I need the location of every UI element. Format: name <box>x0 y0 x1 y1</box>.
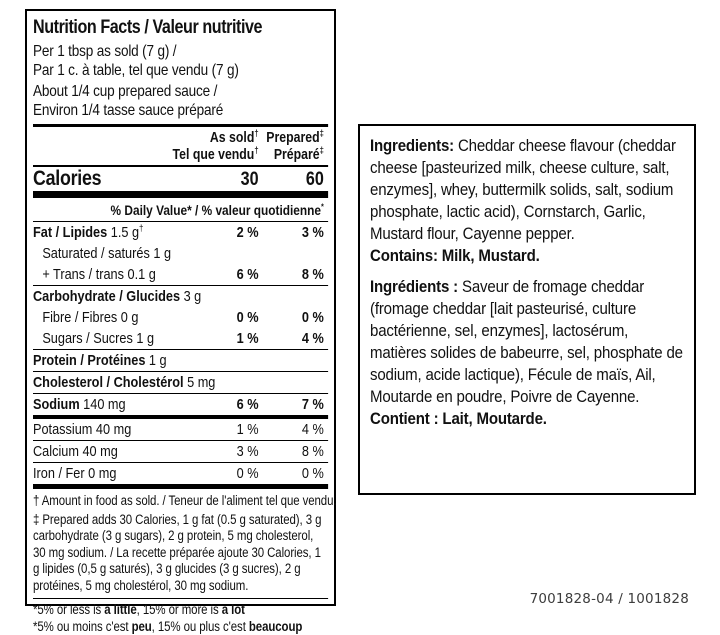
serving-size-line-en: Per 1 tbsp as sold (7 g) / <box>33 43 328 62</box>
double-dagger-symbol: ‡ <box>320 145 324 155</box>
dv-prepared: 8 % <box>259 266 324 283</box>
ingredients-lead-fr: Ingrédients : <box>370 277 458 296</box>
nutrient-amount: Sugars / Sucres 1 g <box>33 330 191 347</box>
dagger-symbol: † <box>254 145 258 155</box>
nutrient-name: Carbohydrate / Glucides <box>33 288 180 305</box>
nutrient-row-sugars <box>33 328 328 349</box>
nutrient-name: Sodium <box>33 396 80 413</box>
nutrient-amount: 140 mg <box>80 396 126 413</box>
as-sold-header-fr: Tel que vendu† <box>33 147 259 164</box>
nutrient-amount: Potassium 40 mg <box>33 421 191 438</box>
nutrient-row-sodium <box>33 394 328 415</box>
prepared-header-en: Prepared‡ <box>259 130 324 147</box>
product-code: 7001828-04 / 1001828 <box>530 591 689 607</box>
dv-as-sold: 1 % <box>191 421 259 438</box>
prepared-serving-line-en: About 1/4 cup prepared sauce / <box>33 83 328 102</box>
nutrient-row-carbohydrate <box>33 286 328 307</box>
nutrient-row-fat <box>33 222 328 243</box>
daily-value-note-en: *5% or less is a little, 15% or more is a lot <box>33 602 328 619</box>
dv-prepared: 4 % <box>259 330 324 347</box>
divider-thin <box>33 598 328 599</box>
dv-as-sold: 0 % <box>191 465 259 482</box>
as-sold-header-en: As sold† <box>33 130 259 147</box>
nutrient-row-protein <box>33 350 328 371</box>
dv-prepared: 3 % <box>259 224 324 241</box>
ingredients-paragraph-fr <box>370 276 685 430</box>
dagger-symbol: † <box>254 128 258 138</box>
dagger-symbol: † <box>139 223 143 233</box>
nutrient-row-iron <box>33 463 328 484</box>
footnote-dagger: † Amount in food as sold. / Teneur de l'aliment tel que vendu. <box>33 493 328 510</box>
ingredients-lead-en: Ingredients: <box>370 136 454 155</box>
divider-medium <box>33 124 328 127</box>
footnote-double-dagger: ‡ Prepared adds 30 Calories, 1 g fat (0.5 g saturated), 3 g carbohydrate (3 g sugars), 2 g protein, 5 mg cholesterol, 30 mg sodium. / La recette préparée ajoute 30 Calories, 1 g lipides (0,5 g saturés), 3 g glucides (3 g sucres), 2 g protéines, 5 mg cholestérol, 30 mg sodium. <box>33 512 328 595</box>
calories-as-sold-value: 30 <box>191 171 259 188</box>
double-dagger-symbol: ‡ <box>320 128 324 138</box>
nutrient-row-saturated <box>33 243 328 264</box>
dv-as-sold: 0 % <box>191 309 259 326</box>
nutrient-amount: + Trans / trans 0.1 g <box>33 266 191 283</box>
calories-row <box>33 167 328 191</box>
divider-thick <box>33 191 328 198</box>
daily-value-note-fr: *5% ou moins c'est peu, 15% ou plus c'est beaucoup <box>33 619 328 635</box>
serving-size-line-fr: Par 1 c. à table, tel que vendu (7 g) <box>33 62 328 81</box>
dv-prepared: 8 % <box>259 443 324 460</box>
ingredients-body-en: Cheddar cheese flavour (cheddar cheese [pasteurized milk, cheese culture, salt, enzymes], whey, buttermilk solids, salt, sodium phosphate, lactic acid), Cornstarch, Garlic, Mustard flour, Cayenne pepper. <box>370 136 676 243</box>
nutrition-facts-panel <box>25 9 336 606</box>
nutrient-amount: Calcium 40 mg <box>33 443 191 460</box>
ingredients-paragraph-en <box>370 135 685 267</box>
dv-as-sold: 3 % <box>191 443 259 460</box>
dv-as-sold: 2 % <box>191 224 259 241</box>
dv-as-sold: 6 % <box>191 266 259 283</box>
dv-prepared: 0 % <box>259 309 324 326</box>
nutrient-amount: 3 g <box>180 288 201 305</box>
nutrient-amount: Saturated / saturés 1 g <box>33 245 191 262</box>
contains-statement-fr: Contient : Lait, Moutarde. <box>370 408 685 430</box>
nutrient-row-potassium <box>33 419 328 440</box>
prepared-serving-line-fr: Environ 1/4 tasse sauce préparé <box>33 102 328 121</box>
contains-statement-en: Contains: Milk, Mustard. <box>370 245 685 267</box>
nutrient-name: Protein / Protéines <box>33 352 145 369</box>
nutrient-amount: Fibre / Fibres 0 g <box>33 309 191 326</box>
nutrient-amount: 5 mg <box>184 374 216 391</box>
dv-as-sold: 1 % <box>191 330 259 347</box>
dv-as-sold: 6 % <box>191 396 259 413</box>
calories-prepared-value: 60 <box>259 171 324 188</box>
nutrient-name: Cholesterol / Cholestérol <box>33 374 184 391</box>
dv-prepared: 4 % <box>259 421 324 438</box>
daily-value-header: % Daily Value* / % valeur quotidienne* <box>33 200 328 221</box>
nutrient-row-calcium <box>33 441 328 462</box>
prepared-header-fr: Préparé‡ <box>259 147 324 164</box>
dv-prepared: 7 % <box>259 396 324 413</box>
nutrient-amount: 1 g <box>145 352 166 369</box>
nutrient-name: Fat / Lipides <box>33 224 107 241</box>
nutrient-row-trans <box>33 264 328 285</box>
nutrient-row-cholesterol <box>33 372 328 393</box>
divider-thick <box>33 484 328 489</box>
ingredients-body-fr: Saveur de fromage cheddar (fromage cheddar [lait pasteurisé, culture bactérienne, sel, enzymes], lactosérum, matières solides de babeurre, sel, phosphate de sodium, acide lactique), Fécule de maïs, Ail, Moutarde en poudre, Poivre de Cayenne. <box>370 277 683 406</box>
dv-prepared: 0 % <box>259 465 324 482</box>
nutrient-amount: Iron / Fer 0 mg <box>33 465 191 482</box>
column-headers-en <box>33 130 328 147</box>
calories-label: Calories <box>33 170 191 187</box>
nutrient-row-fibre <box>33 307 328 328</box>
nutrition-facts-title: Nutrition Facts / Valeur nutritive <box>33 15 328 41</box>
nutrient-amount: 1.5 g <box>107 224 139 241</box>
ingredients-box <box>358 124 696 495</box>
asterisk-symbol: * <box>321 201 324 211</box>
column-headers-fr <box>33 147 328 164</box>
